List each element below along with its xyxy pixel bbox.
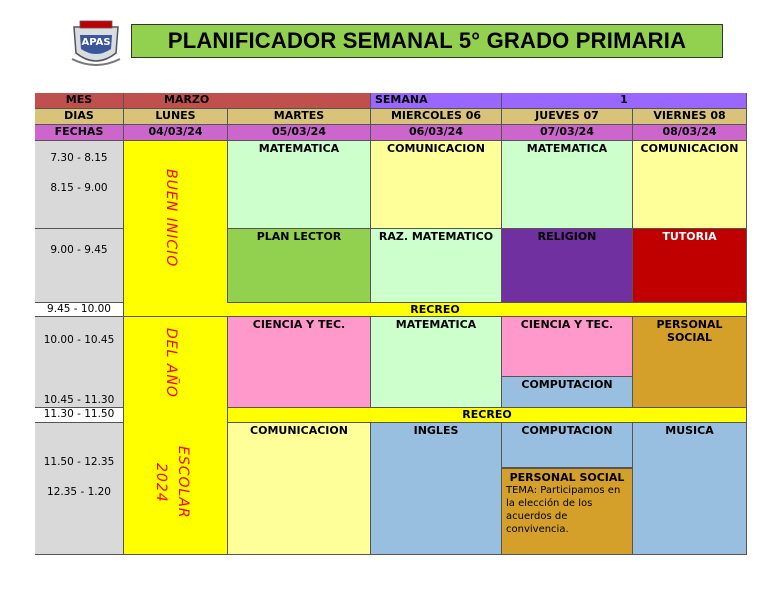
mes-value-cell (124, 93, 371, 109)
course-label: MATEMATICA (258, 142, 340, 155)
block-tue-3 (228, 317, 371, 408)
course-label: RAZ. MATEMATICO (378, 230, 494, 243)
time-label: 10.45 - 11.30 (43, 394, 115, 406)
time-label: 12.35 - 1.20 (47, 486, 111, 498)
course-label: COMUNICACION (387, 142, 485, 155)
course-label: INGLES (413, 424, 459, 437)
course-label: CIENCIA Y TEC. (252, 318, 346, 331)
date-monday (124, 125, 228, 141)
block-thu-3a (502, 317, 633, 377)
block-fri-3 (633, 317, 747, 408)
block-wed-1 (371, 141, 502, 229)
time-cell-3 (35, 317, 124, 408)
block-thu-1 (502, 141, 633, 229)
page-title: PLANIFICADOR SEMANAL 5° GRADO PRIMARIA (167, 28, 687, 53)
day-name: MARTES (273, 109, 325, 122)
block-fri-4 (633, 423, 747, 555)
block-thu-5 (502, 468, 633, 555)
course-label: TUTORIA (662, 230, 717, 243)
block-tue-1 (228, 141, 371, 229)
day-header-tuesday (228, 109, 371, 125)
date-friday (633, 125, 747, 141)
course-label: PLAN LECTOR (256, 230, 342, 243)
date-text: 04/03/24 (148, 125, 203, 138)
block-thu-4 (502, 423, 633, 468)
course-label: COMPUTACION (521, 378, 613, 391)
logo-text: APAS (81, 37, 111, 48)
course-label: PERSONAL SOCIAL (656, 318, 723, 344)
block-wed-3 (371, 317, 502, 408)
recreo-label: RECREO (410, 303, 460, 316)
time-label: 7.30 - 8.15 (50, 152, 108, 164)
recreo-label: RECREO (462, 408, 512, 421)
monday-text-year: 2024 (153, 463, 169, 503)
mes-label-cell (35, 93, 124, 109)
block-tue-2 (228, 229, 371, 303)
time-cell-2 (35, 229, 124, 303)
block-thu-2 (502, 229, 633, 303)
semana-label: SEMANA (375, 93, 428, 106)
monday-text-del-ano: DEL AÑO (163, 328, 179, 398)
fechas-label-cell (35, 125, 124, 141)
time-cell-recreo-2 (35, 408, 124, 423)
semana-label-cell (371, 93, 502, 109)
day-header-thursday (502, 109, 633, 125)
time-label: 11.50 - 12.35 (43, 456, 115, 468)
course-label: RELIGION (537, 230, 597, 243)
block-fri-2 (633, 229, 747, 303)
day-header-friday (633, 109, 747, 125)
day-name: LUNES (155, 109, 196, 122)
monday-text-escolar: ESCOLAR (175, 446, 191, 519)
recreo-row-1 (124, 303, 747, 317)
date-text: 06/03/24 (409, 125, 463, 138)
course-label: COMUNICACION (250, 424, 348, 437)
date-tuesday (228, 125, 371, 141)
semana-value-cell (502, 93, 747, 109)
time-cell-recreo-1 (35, 303, 124, 317)
day-header-monday (124, 109, 228, 125)
time-cell-4 (35, 423, 124, 555)
block-tue-4 (228, 423, 371, 555)
course-label: MUSICA (665, 424, 714, 437)
date-text: 05/03/24 (272, 125, 326, 138)
block-fri-1 (633, 141, 747, 229)
lesson-topic: TEMA: Participamos en la elección de los acuerdos de convivencia. (506, 485, 621, 535)
time-cell-1 (35, 141, 124, 229)
date-thursday (502, 125, 633, 141)
course-label: COMUNICACION (640, 142, 739, 155)
day-header-wednesday (371, 109, 502, 125)
time-label: 9.00 - 9.45 (50, 244, 108, 256)
mes-value: MARZO (164, 93, 210, 106)
date-text: 08/03/24 (662, 125, 717, 138)
block-wed-4 (371, 423, 502, 555)
course-label: COMPUTACION (521, 424, 613, 437)
block-thu-3b (502, 377, 633, 408)
date-text: 07/03/24 (540, 125, 594, 138)
dias-label: DIAS (64, 109, 94, 122)
time-label: 8.15 - 9.00 (50, 182, 108, 194)
day-name: JUEVES 07 (535, 109, 599, 122)
course-label: MATEMATICA (395, 318, 477, 331)
recreo-row-2 (228, 408, 747, 423)
course-label: MATEMATICA (526, 142, 608, 155)
date-wednesday (371, 125, 502, 141)
mes-label: MES (65, 93, 93, 106)
time-label: 9.45 - 10.00 (47, 303, 111, 315)
time-label: 10.00 - 10.45 (43, 334, 115, 346)
monday-text-buen-inicio: BUEN INICIO (163, 169, 179, 268)
semana-value: 1 (620, 93, 628, 106)
course-label: CIENCIA Y TEC. (520, 318, 614, 331)
course-label: PERSONAL SOCIAL (509, 471, 625, 484)
day-name: MIERCOLES 06 (390, 109, 482, 122)
block-wed-2 (371, 229, 502, 303)
time-label: 11.30 - 11.50 (43, 408, 115, 420)
fechas-label: FECHAS (54, 125, 104, 138)
dias-label-cell (35, 109, 124, 125)
monday-column (124, 141, 228, 555)
day-name: VIERNES 08 (653, 109, 726, 122)
